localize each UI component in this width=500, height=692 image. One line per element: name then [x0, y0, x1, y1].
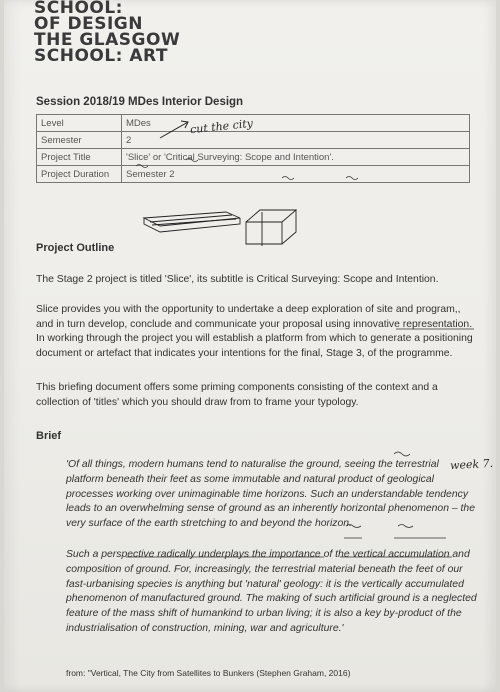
session-heading: Session 2018/19 MDes Interior Design	[36, 96, 244, 108]
brief-quote-paragraph: 'Of all things, modern humans tend to naturalise the ground, seeing the terrestrial platform beneath their feet as some immutable and natural product of geological processes working over unimaginable time horizons. Such an understandable tendency leads to an overwhelming sense of ground as an inherently horizontal phenomenon – the very surface of the earth stretching to and beyond the horizon.	[66, 459, 475, 530]
scribble-mark-icon	[394, 452, 410, 456]
table-cell-value: 2	[122, 132, 470, 149]
outline-paragraph: This briefing document offers some priming components consisting of the context and a collection of 'titles' which you should draw from to frame your typology.	[36, 382, 438, 408]
logo-line: THE GLASGOW	[34, 30, 181, 50]
slab-sketch-icon	[144, 212, 240, 232]
table-cell-label: Project Duration	[37, 166, 122, 183]
table-cell-value: MDes	[122, 115, 470, 132]
logo-line: SCHOOL:	[34, 0, 123, 18]
scribble-mark-icon	[346, 525, 361, 528]
outline-paragraph: The Stage 2 project is titled 'Slice', its subtitle is Critical Surveying: Scope and Intention.	[36, 274, 439, 285]
scribble-mark-icon	[186, 159, 198, 162]
handwritten-note-cut-the-city: cut the city	[189, 116, 254, 137]
table-cell-label: Level	[37, 115, 122, 132]
scribble-mark-icon	[346, 177, 358, 180]
outline-paragraph: Slice provides you with the opportunity to undertake a deep exploration of site and program,, and in turn develop, conclude and communicate your proposal using innovative representation. In working through the project you will establish a platform from which to generate a positioning document or artefact that indicates your intentions for the final, Stage 3, of the programme.	[36, 304, 473, 359]
table-cell-label: Semester	[37, 132, 122, 149]
handwritten-note-week: week 7.	[449, 456, 494, 473]
box-sketch-icon	[246, 210, 296, 246]
table-cell-label: Project Title	[37, 149, 122, 166]
section-heading-brief: Brief	[36, 430, 62, 442]
table-cell-value: Semester 2	[122, 166, 470, 183]
brief-quote-paragraph: Such a perspective radically underplays the importance of the vertical accumulation and composition of ground. For, increasingly, the terrestrial material beneath the feet of our fast-urbanising species is anything but 'natural' geology: it is the vertically accumulated phenomenon of manufactured ground. The making of such artificial ground is a neglected feature of the mass shift of humankind to urban living; it is also a key by-product of the industrialisation of construction, mining, war and agriculture.'	[66, 549, 477, 634]
scribble-mark-icon	[282, 177, 294, 180]
scribble-mark-icon	[398, 525, 413, 528]
pen-arrow-icon	[160, 122, 188, 138]
logo-line: OF DESIGN	[34, 14, 143, 34]
quote-source: from: "Vertical, The City from Satellites to Bunkers (Stephen Graham, 2016)	[66, 668, 351, 678]
scribble-mark-icon	[136, 165, 148, 168]
section-heading-outline: Project Outline	[36, 242, 115, 254]
table-cell-value: 'Slice' or 'Critical Surveying: Scope and Intention'.	[122, 149, 470, 166]
logo-line: SCHOOL: ART	[34, 46, 168, 66]
